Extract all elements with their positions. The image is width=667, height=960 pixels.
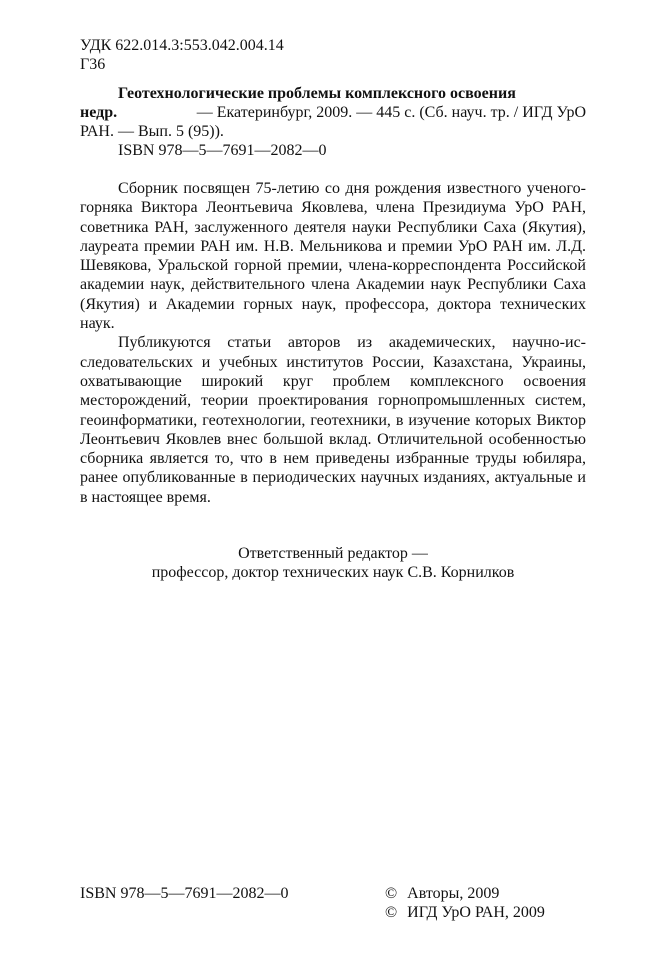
udc-block [80, 36, 284, 74]
editor-block [80, 544, 586, 582]
biblio-title-line1: Геотехнологические проблемы комплексного освоения [118, 85, 516, 102]
editor-name: профессор, доктор технических наук С.В. Корнилков [151, 564, 515, 581]
copyright-symbol: © [385, 904, 398, 921]
biblio-line2 [80, 103, 586, 122]
udc-code: УДК 622.014.3:553.042.004.14 [80, 37, 284, 54]
biblio-series: РАН. — Вып. 5 (95)). [80, 123, 224, 140]
biblio-isbn: ISBN 978—5—7691—2082—0 [118, 142, 327, 159]
abstract-paragraph-1: Сборник посвящен 75-летию со дня рождения известного ученого-горняка Виктора Леонтьевича Яковлева, члена Президиума УрО РАН, советника РАН, заслуженного деятеля науки Республики Саха (Якутия), лауреата премии РАН им. Н.В. Мельникова и премии УрО РАН им. Л.Д. Шевякова, Уральской горной премии, члена-корреспондента Российской академии наук, действительного члена Академии наук Республики Саха (Якутия) и Академии горных наук, профессора, доктора технических наук. [80, 180, 586, 333]
copyright-institute: ИГД УрО РАН, 2009 [407, 904, 545, 921]
copyright-authors: Авторы, 2009 [407, 885, 500, 902]
copyright-symbol: © [385, 885, 398, 902]
copyright-row-institute [385, 903, 545, 922]
footer-isbn: ISBN 978—5—7691—2082—0 [80, 885, 289, 902]
abstract [80, 179, 586, 507]
biblio-publication-info: — Екатеринбург, 2009. — 445 с. (Сб. науч. тр. / ИГД УрО [196, 104, 586, 121]
author-mark: Г36 [80, 56, 106, 73]
abstract-paragraph-2: Публикуются статьи авторов из академических, научно-исследовательских и учебных институтов России, Казахстана, Украины, охватывающие широкий круг проблем комплексного освоения месторождений, теории проектирования горнопромышленных систем, геоинформатики, геотехнологии, геотехники, в изучение которых Виктор Леонтьевич Яковлев внес большой вклад. Отличительной особенностью сборника является то, что в нем приведены избранные труды юбиляра, ранее опубликованные в периодических научных изданиях, актуальные и в настоящее время. [80, 334, 586, 506]
copyright-block [385, 884, 545, 922]
editor-role: Ответственный редактор — [238, 545, 428, 562]
bibliographic-record [80, 84, 586, 160]
biblio-title-prefix: недр. [80, 104, 118, 121]
copyright-row-authors [385, 884, 545, 903]
